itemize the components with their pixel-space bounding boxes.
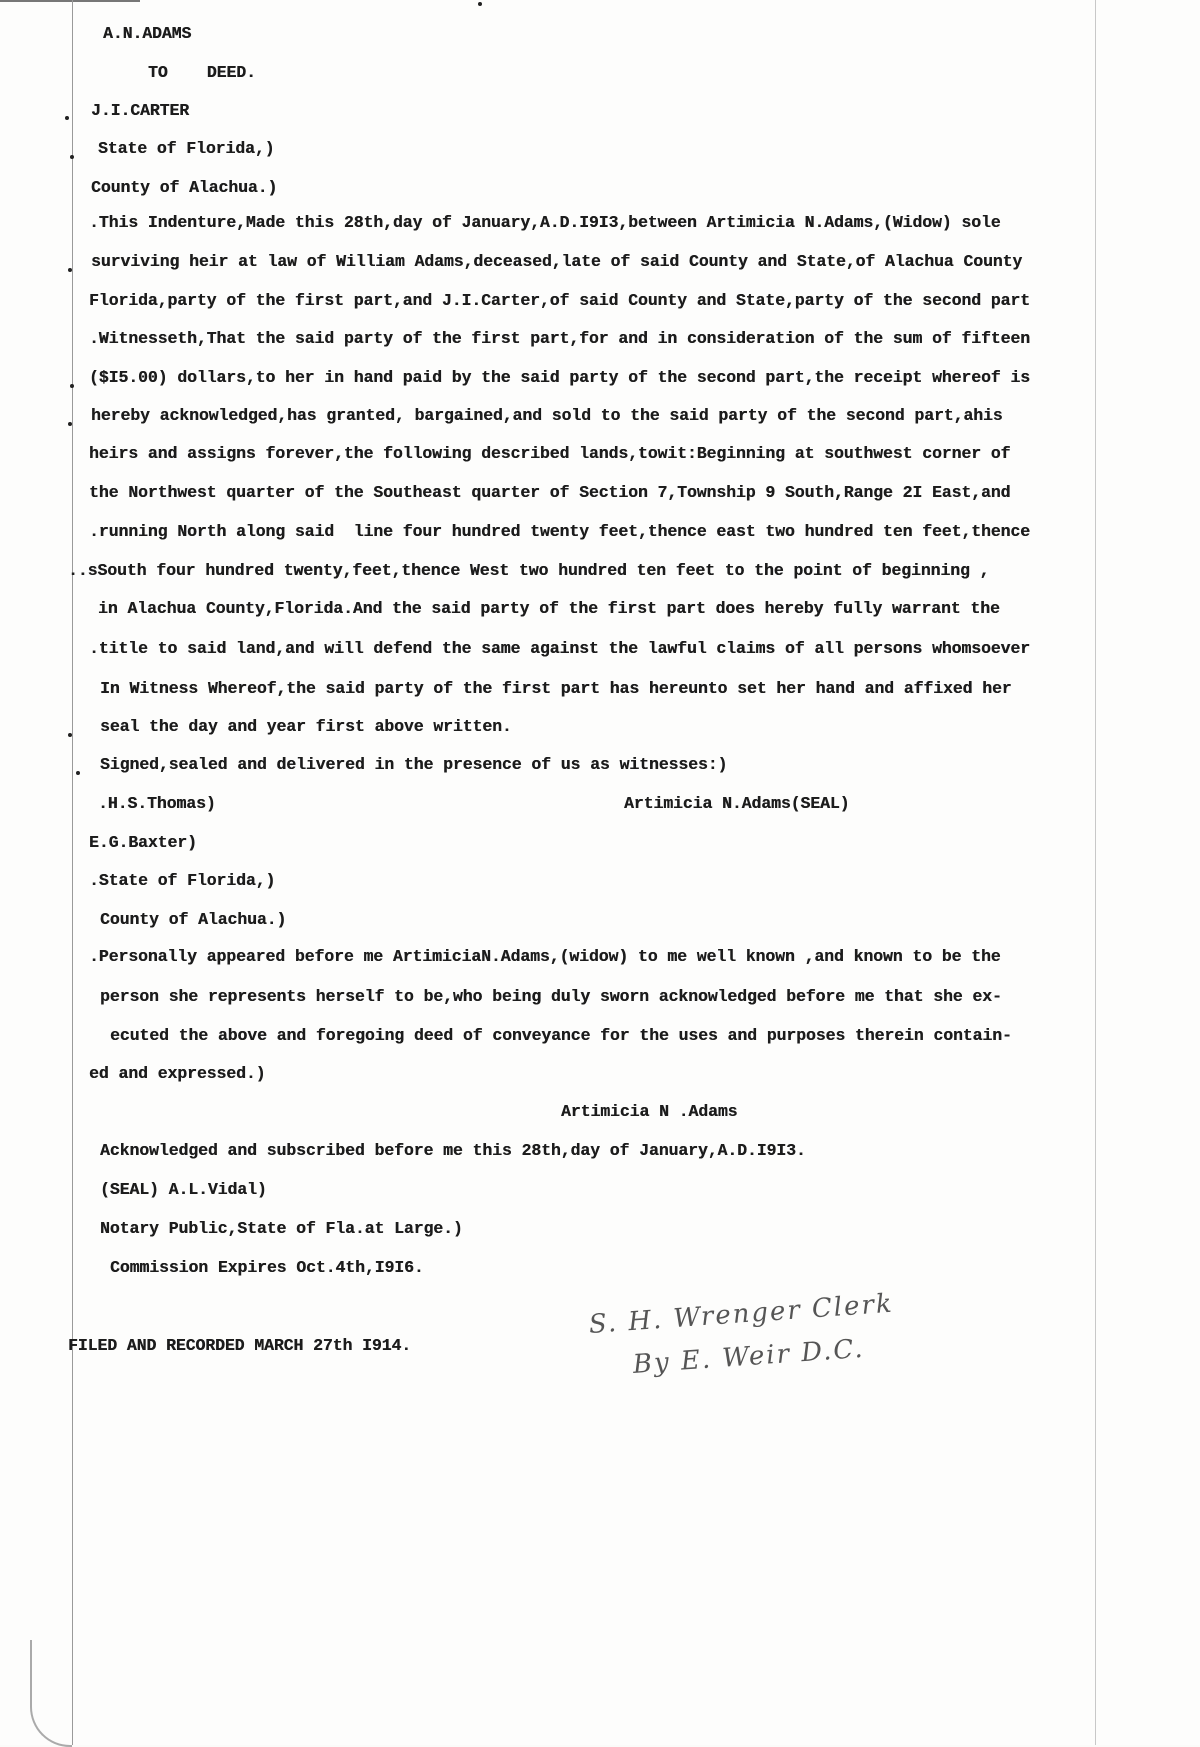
grantor-signature: Artimicia N.Adams(SEAL) <box>624 794 850 813</box>
venue-state: State of Florida,) <box>98 139 275 158</box>
ack-county: County of Alachua.) <box>100 910 287 929</box>
witness-1: .H.S.Thomas) <box>98 794 216 813</box>
grantee-heading: J.I.CARTER <box>91 101 190 120</box>
body-line: .running North along said line four hundred twenty feet,thence east two hundred ten feet,thence <box>89 522 1030 541</box>
margin-dot <box>68 733 72 737</box>
ack-line: .Personally appeared before me ArtimiciaN.Adams,(widow) to me well known ,and known to be the <box>89 947 1001 966</box>
ack-line: ecuted the above and foregoing deed of conveyance for the uses and purposes therein contain- <box>110 1026 1012 1045</box>
margin-dot <box>68 422 72 426</box>
notary-title: Notary Public,State of Fla.at Large.) <box>100 1219 463 1238</box>
margin-dot <box>478 2 482 6</box>
right-margin-rule <box>1095 0 1096 1745</box>
body-line: Florida,party of the first part,and J.I.Carter,of said County and State,party of the second part <box>89 291 1030 310</box>
body-line: the Northwest quarter of the Southeast quarter of Section 7,Township 9 South,Range 2I East,and <box>89 483 1011 502</box>
left-margin-rule <box>72 0 73 1745</box>
body-line: ($I5.00) dollars,to her in hand paid by the said party of the second part,the receipt whereof is <box>89 368 1030 387</box>
ack-line: ed and expressed.) <box>89 1064 266 1083</box>
body-line: hereby acknowledged,has granted, bargained,and sold to the said party of the second part,ahis <box>91 406 1003 425</box>
margin-dot <box>70 155 74 159</box>
margin-dot <box>76 771 80 775</box>
filed-recorded: FILED AND RECORDED MARCH 27th I914. <box>68 1336 412 1355</box>
body-line: .title to said land,and will defend the same against the lawful claims of all persons whomsoever <box>89 639 1030 658</box>
body-line: surviving heir at law of William Adams,deceased,late of said County and State,of Alachua County <box>91 252 1023 271</box>
page-top-edge <box>0 0 140 2</box>
to-deed-heading: TO DEED. <box>148 63 256 82</box>
body-line: In Witness Whereof,the said party of the first part has hereunto set her hand and affixed her <box>100 679 1012 698</box>
notary-commission: Commission Expires Oct.4th,I9I6. <box>110 1258 424 1277</box>
body-line: ..sSouth four hundred twenty,feet,thence West two hundred ten feet to the point of beginning , <box>68 561 990 580</box>
body-line: heirs and assigns forever,the following described lands,towit:Beginning at southwest corner of <box>89 444 1011 463</box>
deputy-signature: By E. Weir D.C. <box>631 1333 866 1380</box>
grantor-heading: A.N.ADAMS <box>103 24 192 43</box>
body-line: in Alachua County,Florida.And the said party of the first part does hereby fully warrant the <box>98 599 1000 618</box>
ack-signature: Artimicia N .Adams <box>561 1102 738 1121</box>
witness-2: E.G.Baxter) <box>89 833 197 852</box>
body-line: .This Indenture,Made this 28th,day of January,A.D.I9I3,between Artimicia N.Adams,(Widow) sole <box>89 213 1001 232</box>
margin-dot <box>65 116 69 120</box>
body-line: seal the day and year first above written. <box>100 717 512 736</box>
clerk-signature: S. H. Wrenger Clerk <box>587 1288 895 1340</box>
page-curl <box>30 1640 72 1747</box>
witness-attestation: Signed,sealed and delivered in the presence of us as witnesses:) <box>100 755 728 774</box>
margin-dot <box>70 384 74 388</box>
notary-name: (SEAL) A.L.Vidal) <box>100 1180 267 1199</box>
body-line: .Witnesseth,That the said party of the first part,for and in consideration of the sum of fifteen <box>89 329 1030 348</box>
ack-line: person she represents herself to be,who being duly sworn acknowledged before me that she ex- <box>100 987 1002 1006</box>
venue-county: County of Alachua.) <box>91 178 278 197</box>
ack-subscribed: Acknowledged and subscribed before me this 28th,day of January,A.D.I9I3. <box>100 1141 806 1160</box>
margin-dot <box>68 268 72 272</box>
ack-state: .State of Florida,) <box>89 871 276 890</box>
